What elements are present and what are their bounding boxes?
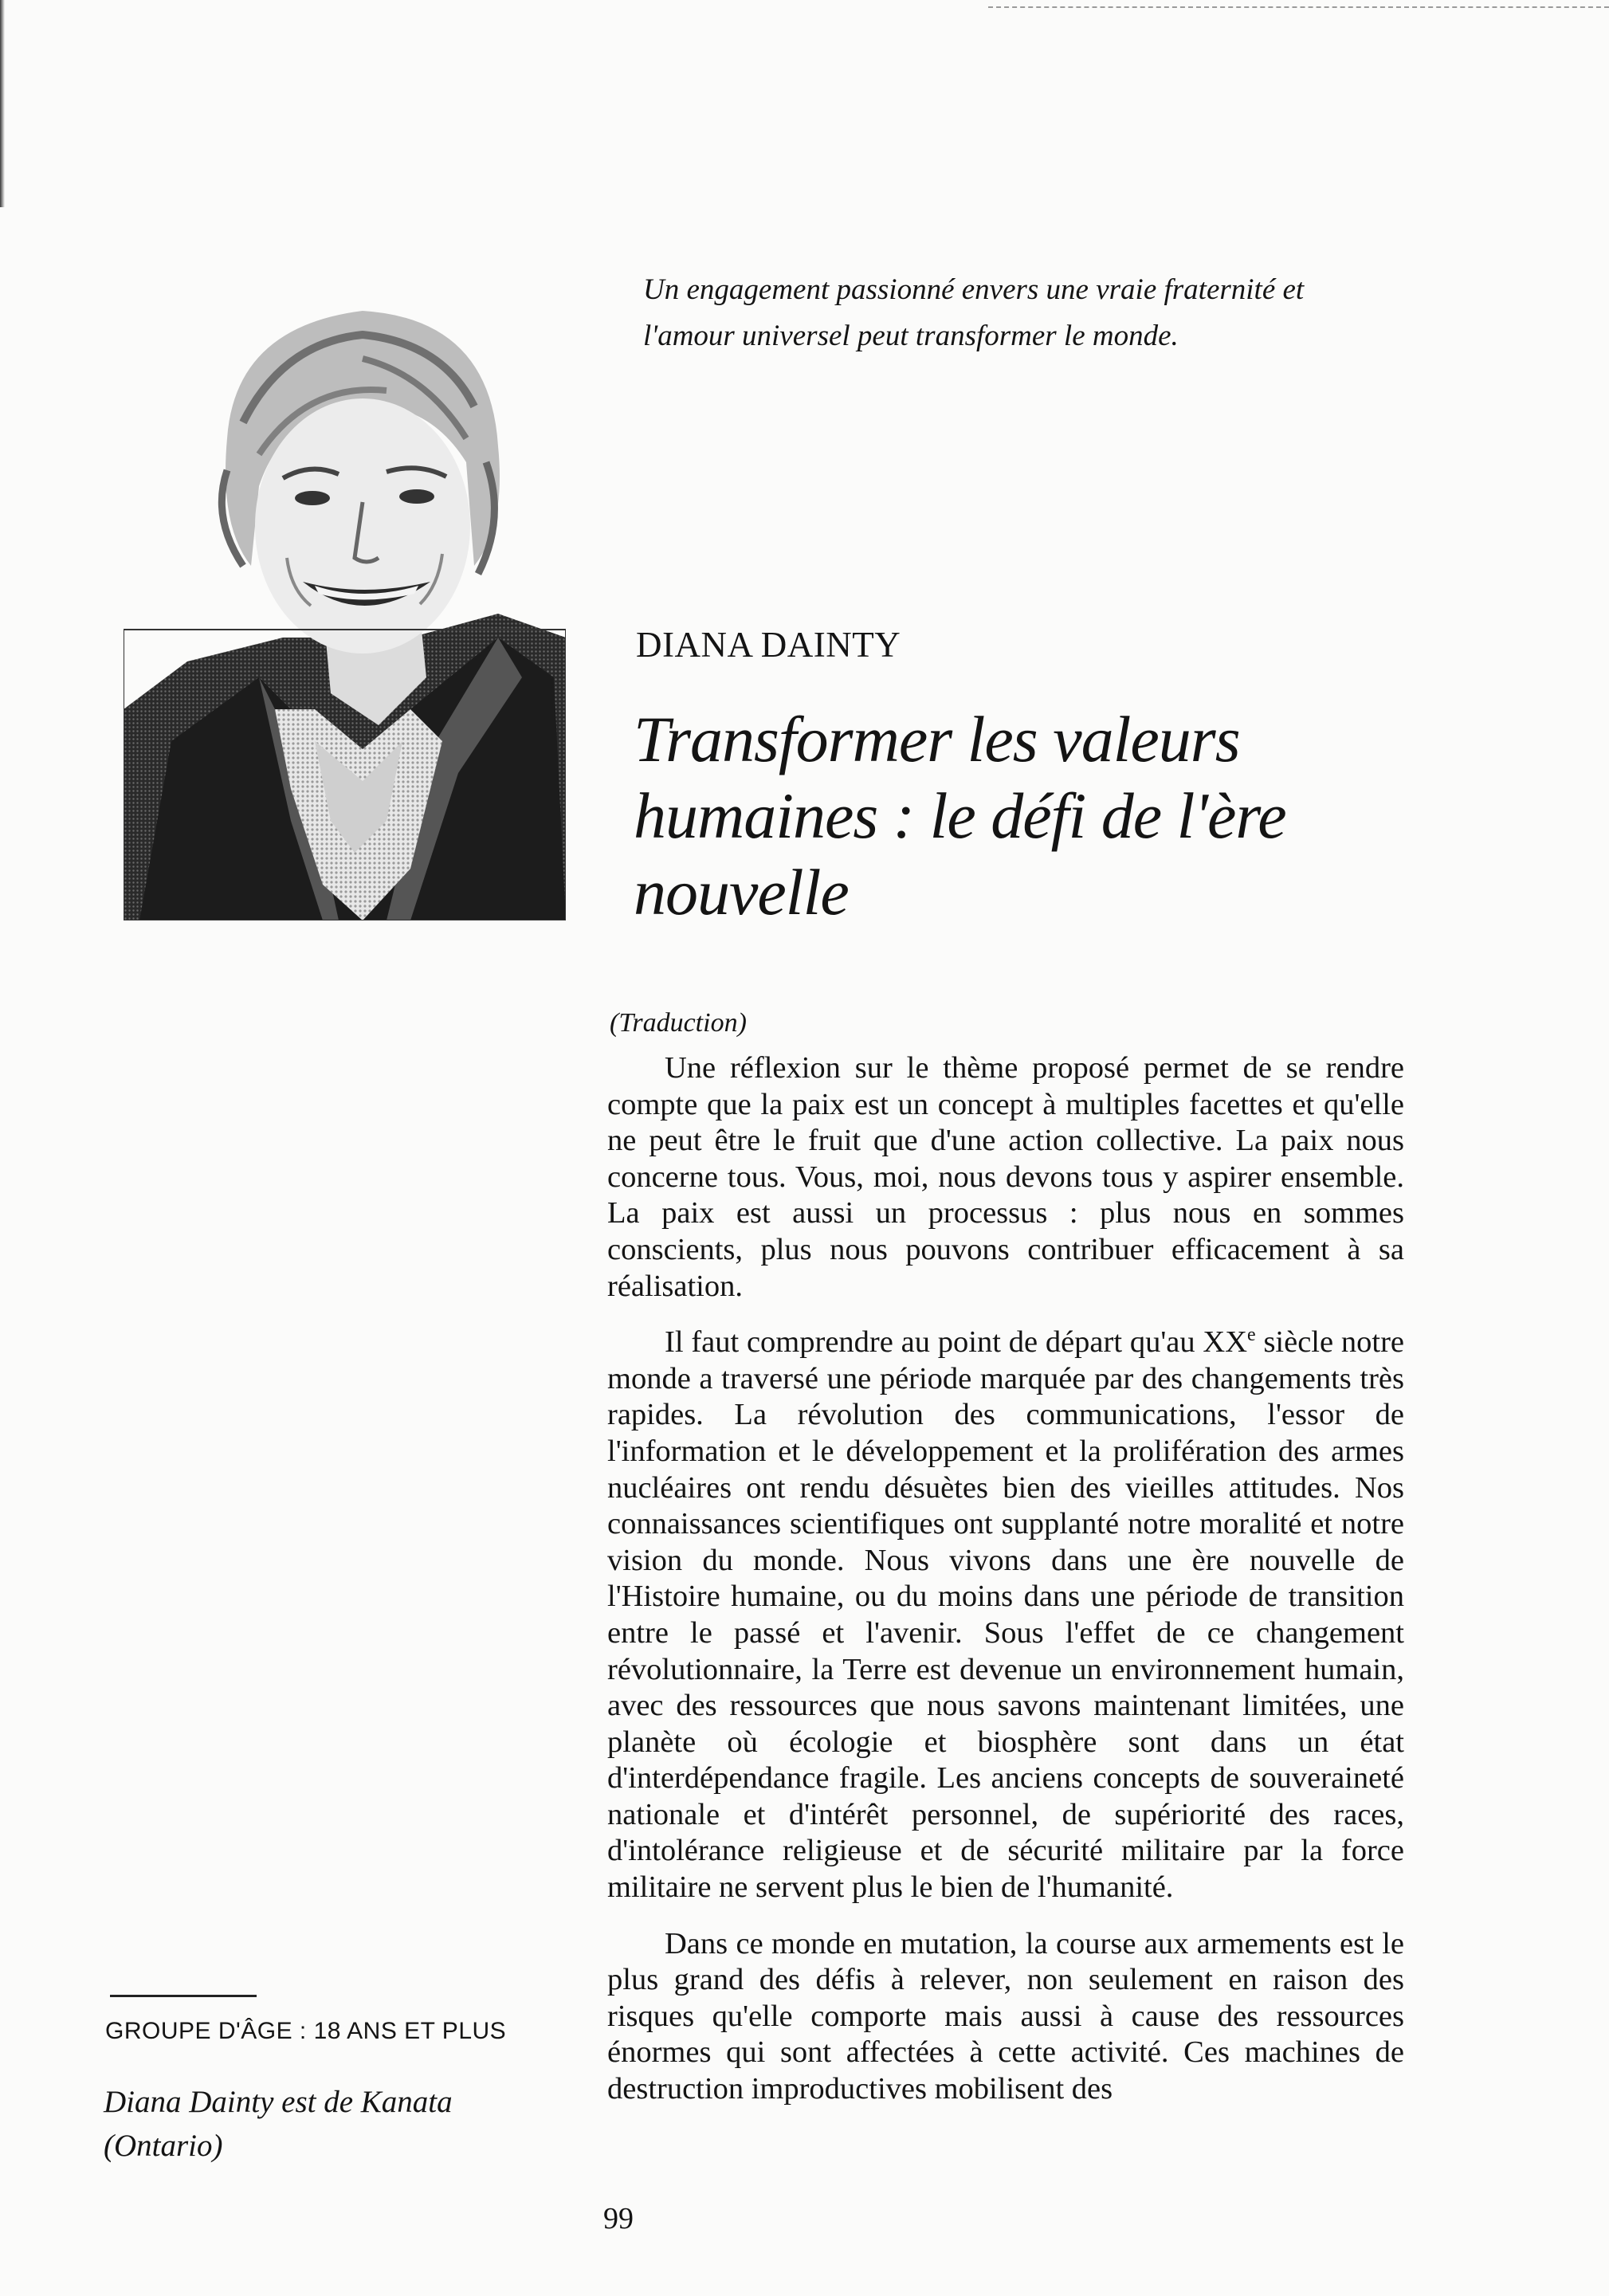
translation-note: (Traduction): [610, 1008, 747, 1038]
paragraph-2-rest: siècle notre monde a traversé une période marquée par des changements très rapides. La révolution des communications, l'essor de l'information et le développement et la prolifération des armes nucléaires ont rendu désuètes bien des vieilles attitudes. Nos connaissances scientifiques ont supplanté notre moralité et notre vision du monde. Nous vivons dans une ère nouvelle de l'Histoire humaine, ou du moins dans une période de transition entre le passé et l'avenir. Sous l'effet de ce changement révolutionnaire, la Terre est devenue un environnement humain, avec des ressources que nous savons maintenant limitées, une planète où écologie et biosphère sont dans un état d'interdépendance fragile. Les anciens concepts de souveraineté nationale et d'intérêt personnel, de supériorité des races, d'intolérance religieuse et de sécurité militaire par la force militaire ne servent plus le bien de l'humanité.: [607, 1325, 1404, 1905]
age-group: GROUPE D'ÂGE : 18 ANS ET PLUS: [105, 2018, 507, 2044]
paragraph-3: Dans ce monde en mutation, la course aux armements est le plus grand des défis à relever, non seulement en raison des risques qu'elle comporte mais aussi à cause des ressources énormes qui sont affectées à cette activité. Ces machines de destruction improductives mobilisent des: [607, 1926, 1404, 2106]
bio-line-1: Diana Dainty est de Kanata: [104, 2085, 453, 2119]
author-portrait: [124, 263, 566, 920]
title-line-1: Transformer les valeurs: [634, 703, 1240, 775]
author-bio: [104, 2080, 518, 2168]
paragraph-1: Une réflexion sur le thème proposé permet de se rendre compte que la paix est un concept à multiples facettes et qu'elle ne peut être le fruit que d'une action collective. La paix nous concerne tous. Vous, moi, nous devons tous y aspirer ensemble. La paix est aussi un processus : plus nous en sommes conscients, plus nous pouvons contribuer efficacement à sa réalisation.: [607, 1051, 1404, 1303]
epigraph-line-2: l'amour universel peut transformer le monde.: [643, 320, 1179, 352]
paragraph-2-start: Il faut comprendre au point de départ qu'au XX: [665, 1325, 1247, 1360]
sidebar-rule: [110, 1995, 257, 1997]
paragraph-2: [607, 1325, 1404, 1906]
portrait-illustration: [124, 263, 566, 920]
century-superscript: e: [1247, 1325, 1256, 1346]
top-edge-rule: [988, 6, 1609, 8]
epigraph-line-1: Un engagement passionné envers une vraie fraternité et: [643, 273, 1305, 306]
article-body: [607, 1050, 1404, 2128]
title-line-3: nouvelle: [634, 856, 849, 928]
scan-edge-shadow: [0, 0, 5, 207]
title-line-2: humaines : le défi de l'ère: [634, 779, 1286, 852]
page-number: 99: [603, 2202, 634, 2235]
bio-line-2: (Ontario): [104, 2129, 223, 2163]
article-title: [634, 701, 1470, 931]
epigraph: [643, 267, 1360, 359]
author-name: DIANA DAINTY: [636, 625, 901, 665]
